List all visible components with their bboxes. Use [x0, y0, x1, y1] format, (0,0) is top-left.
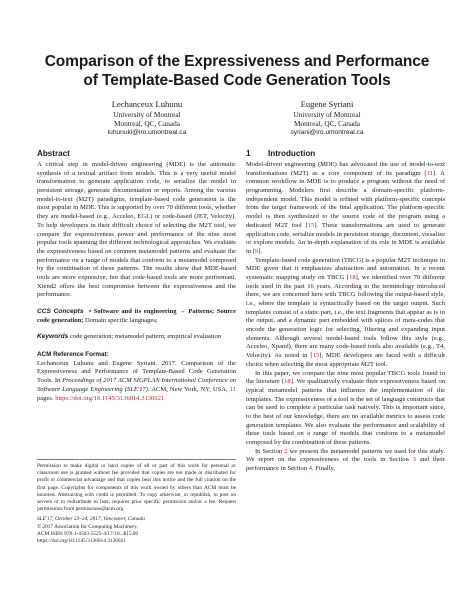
acm-reference-body: Lechanceux Luhunu and Eugene Syriani. 2017. Comparison of the Expressiveness and Performance of Template-Based Code Generation Tools. In Proceedings of 2017 ACM SIGPLAN International Conference on Software Language Engineering (SLE'17). ACM, New York, NY, USA, 11 pages. https://doi.org/10.1145/3136014.3136021 [37, 359, 236, 402]
abstract-text: A critical step in model-driven engineering (MDE) is the automatic synthesis of a textual artifact from models. This is a very useful model transformation to generate application code, to serialize the model in persistent storage, generate documentation or reports. Among the various model-to-text (M2T) paradigms, template-based code generation is the most popular in MDE. This is supported by over 70 different tools, whether they are model-based (e.g., Acceleo, EGL) or code-based (JET, Velocity). To help developers in their difficult choice of selecting the M2T tool, we compare the expressiveness power and performance of the nine most popular tools spanning the different technological approaches. We evaluate the expressiveness based on common metamodel patterns and evaluate the performance on a range of models that conform to a metamodel composed by the combination of these patterns. The results show that MDE-based tools are more expressive, but that code-based tools are more performant. Xtend2 offers the best compromise between the expressiveness and the performance. [37, 161, 236, 299]
intro-paragraph-1 [246, 161, 445, 257]
paper-title [30, 52, 444, 90]
ccs-rest: Domain specific languages; [83, 316, 158, 324]
doi-link[interactable]: https://doi.org/10.1145/3136014.3136021 [55, 394, 165, 402]
citation-link[interactable]: 9 [254, 247, 259, 255]
permission-text: Permission to make digital or hard copies of all or part of this work for personal or classroom use is granted without fee provided that copies are not made or distributed for profit or commercial advantage and that copies bear this notice and the full citation on the first page. Copyrights for components of this work owned by others than ACM must be honored. Abstracting with credit is permitted. To copy otherwise, or republish, to post on servers or to redistribute to lists, requires prior specific permission and/or a fee. Request permissions from permissions@acm.org. [37, 463, 236, 513]
left-column [37, 148, 236, 403]
paragraph-text: and their performance in Section [246, 456, 445, 473]
title-line-1: Comparison of the Expressiveness and Performance [44, 53, 430, 70]
keywords-label: Keywords [37, 333, 69, 341]
author-email[interactable]: syriani@iro.umontreal.ca [290, 129, 364, 137]
paragraph-text: Model-driven engineering (MDE) has advocated the use of model-to-text transformations (M2T) as a core component of its paradigm [ [246, 161, 445, 177]
pages-link[interactable]: 11 [229, 385, 236, 393]
conference-line: SLE'17, October 23–24, 2017, Vancouver, Canada [37, 516, 145, 523]
citation-link[interactable]: 11 [426, 169, 433, 177]
publication-meta [37, 516, 236, 545]
intro-paragraph-2 [246, 257, 445, 370]
section-number: 1 [246, 149, 251, 158]
introduction-heading [246, 148, 445, 159]
author-name: Eugene Syriani [300, 99, 354, 109]
section-title: Introduction [268, 149, 316, 158]
right-column [246, 148, 445, 474]
paragraph-text: ], we identified over 70 different tools used in the past 16 years. According to the terminology introduced there, we are concerned here with TBCG following the output-based style, i.e., where the template is syntactically based on the target output. Such templates consist of a static part, i.e., the text fragments that appear as is in the output, and a dynamic part embedded with splices of meta-codes that encode the generation logic for selecting, filtering and expanding input elements. Although several model-based tools follow this style (e.g., Acceleo, Xpand), there are many code-based tools also available (e.g., T4, Velocity). As noted in [ [246, 273, 445, 360]
keywords [37, 333, 236, 342]
abstract-heading: Abstract [37, 149, 70, 158]
paragraph-text: Template-based code generation (TBCG) is a popular M2T technique in MDE given that it emphasizes abstraction and automation. In a recent systematic mapping study on TBCG [ [246, 256, 445, 281]
ccs-concepts [37, 308, 236, 325]
keywords-text: code generation; metamodel pattern; empirical evaluation [68, 333, 221, 341]
author-name: Lechanceux Luhunu [111, 99, 183, 109]
author-location: Montreal, QC, Canada [293, 119, 361, 129]
citation-link[interactable]: 2 [284, 447, 288, 455]
author-location: Montreal, QC, Canada [113, 119, 181, 129]
permission-footnote [37, 459, 236, 545]
citation-link[interactable]: 15 [312, 352, 320, 360]
ccs-bold-1: • Software and its engineering → Patterns; Source code generation; [37, 308, 236, 324]
paragraph-text: ]. These transformations are used to generate application code, serialize models in persistent storage, document, visualize or explore models. An in-depth explanation of its role in MDE is available in [ [246, 221, 445, 255]
author-block-2 [242, 99, 412, 138]
paragraph-text: . Finally, [312, 465, 336, 473]
title-line-2: of Template-Based Code Generation Tools [83, 72, 391, 89]
intro-paragraph-4 [246, 448, 445, 474]
acm-reference [37, 351, 236, 403]
citation-link[interactable]: 15 [307, 221, 315, 229]
author-affiliation: University of Montreal [113, 110, 181, 119]
paragraph-text: ], MDE developers are faced with a difficult choice when selecting the most appropriate M2T tool. [246, 352, 446, 368]
paragraph-text: ]. We qualitatively evaluate their expressiveness based on typical metamodel patterns that influence the implementation of the templates. The expressiveness of a tool is the set of language constructs that can be used to complete a particular task natively. This is important since, to the best of our knowledge, there are no available metrics to assess code generation templates. We also evaluate the performance and scalability of these tools based on a range of models that conform to a metamodel composed by the combination of these patterns. [246, 378, 445, 446]
paragraph-text: In Section [255, 447, 285, 455]
paragraph-text: In this paper, we compare the nine most popular TBCG tools found in the literature [ [246, 369, 445, 386]
isbn-line: ACM ISBN 978-1-4503-5525-4/17/10...$15.00 [37, 530, 139, 537]
paragraph-text: ]. [258, 247, 263, 255]
author-affiliation: University of Montreal [293, 110, 361, 119]
citation-link[interactable]: 4 [308, 465, 312, 473]
acm-reference-label: ACM Reference Format: [37, 351, 109, 359]
copyright-line: © 2017 Association for Computing Machinery. [37, 523, 138, 530]
paragraph-text: ]. A common workflow in MDE is to produce a program without the need of programming. Modelers first describe a domain-specific platform-independent model. This model is refined with platform-specific concepts from the target framework of the final application. The platform-specific model is then synthesized to the source code of the program using a dedicated M2T tool [ [246, 169, 445, 229]
citation-link[interactable]: 18 [349, 273, 356, 281]
author-email[interactable]: luhunukl@iro.umontreal.ca [107, 129, 187, 137]
citation-link[interactable]: 3 [412, 456, 416, 464]
doi-line[interactable]: https://doi.org/10.1145/3136014.3136021 [37, 538, 126, 545]
citation-link[interactable]: 18 [284, 378, 291, 386]
intro-paragraph-3 [246, 370, 445, 448]
ccs-label: CCS Concepts [37, 308, 84, 315]
paragraph-text: we present the metamodel patterns we used for this study. We report on the expressiveness of the tools in Section [246, 447, 445, 464]
author-block-1 [62, 99, 232, 138]
